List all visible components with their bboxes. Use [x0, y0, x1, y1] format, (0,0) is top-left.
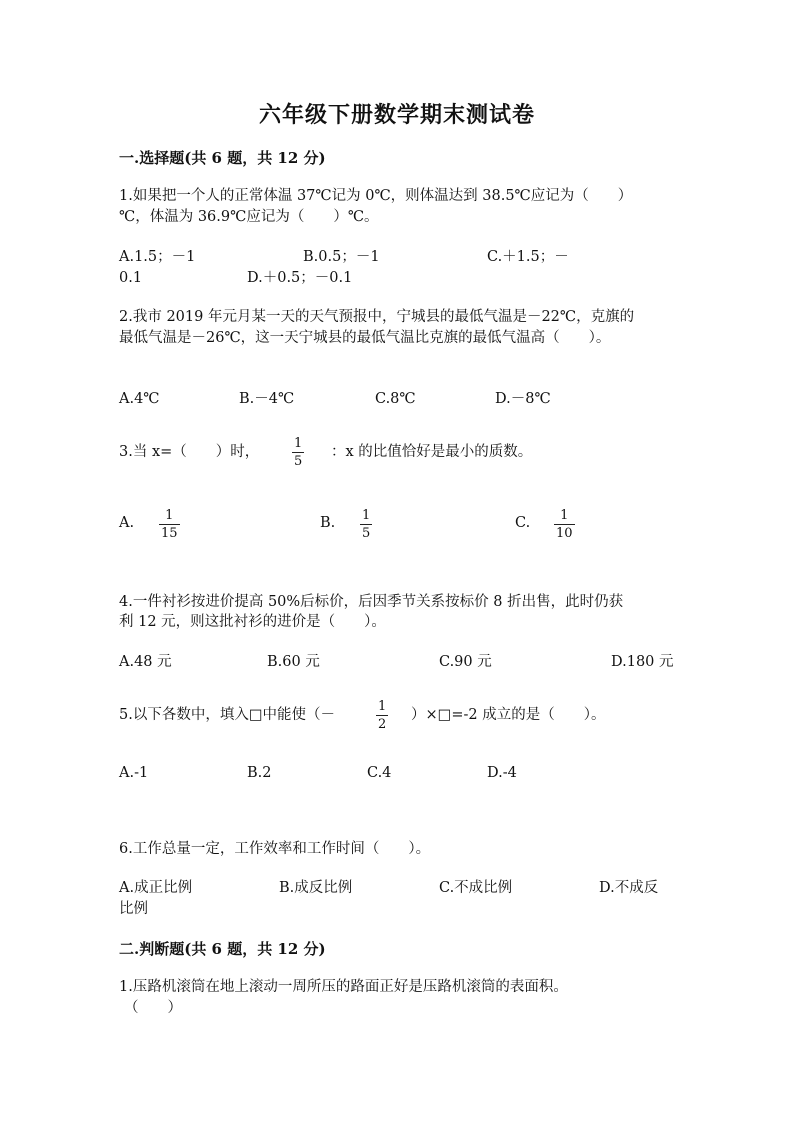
question-3-option-c-fraction — [554, 508, 575, 541]
question-1-option-c-continued: 0.1 — [119, 270, 143, 286]
section-heading-judgement: 二.判断题(共 6 题，共 12 分) — [119, 940, 326, 958]
question-1-line-1: 1.如果把一个人的正常体温 37℃记为 0℃，则体温达到 38.5℃应记为（ ） — [119, 188, 633, 204]
question-1-option-a: A.1.5；－1 — [119, 249, 196, 265]
question-5-option-a: A.-1 — [119, 765, 149, 781]
question-5-option-d: D.-4 — [487, 765, 517, 781]
question-5-stem-fraction — [376, 699, 388, 732]
question-1-line-2: ℃，体温为 36.9℃应记为（ ）℃。 — [119, 209, 379, 225]
fraction-numerator: 1 — [378, 699, 387, 714]
fraction-bar — [360, 524, 372, 525]
question-2-option-a: A.4℃ — [119, 391, 160, 407]
question-1-option-c: C.＋1.5；－ — [487, 249, 569, 265]
fraction-bar — [376, 715, 388, 716]
question-4-line-1: 4.一件衬衫按进价提高 50%后标价，后因季节关系按标价 8 折出售，此时仍获 — [119, 594, 624, 610]
question-5-option-c: C.4 — [367, 765, 392, 781]
section-heading-choice: 一.选择题(共 6 题，共 12 分) — [119, 149, 326, 167]
judgement-1-answer-blank: （ ） — [124, 1000, 182, 1016]
question-3-option-b-label: B. — [320, 515, 336, 531]
question-1-option-d: D.＋0.5；－0.1 — [247, 270, 353, 286]
question-4-option-c: C.90 元 — [439, 654, 492, 670]
fraction-denominator: 10 — [556, 526, 573, 541]
fraction-denominator: 2 — [378, 717, 387, 732]
question-5-stem-end: ）×□=-2 成立的是（ ）。 — [411, 707, 606, 723]
question-3-option-b-fraction — [360, 508, 372, 541]
question-5-stem-start: 5.以下各数中，填入□中能使（－ — [119, 707, 336, 723]
question-5-option-b: B.2 — [247, 765, 272, 781]
fraction-denominator: 15 — [161, 526, 178, 541]
question-3-option-a-fraction — [159, 508, 180, 541]
question-2-line-1: 2.我市 2019 年元月某一天的天气预报中，宁城县的最低气温是－22℃，克旗的 — [119, 309, 635, 325]
question-4-option-d: D.180 元 — [611, 654, 674, 670]
fraction-denominator: 5 — [294, 454, 303, 469]
question-2-option-d: D.－8℃ — [495, 391, 551, 407]
judgement-1-line-1: 1.压路机滚筒在地上滚动一周所压的路面正好是压路机滚筒的表面积。 — [119, 979, 568, 995]
page-title: 六年级下册数学期末测试卷 — [258, 102, 535, 128]
question-4-line-2: 利 12 元，则这批衬衫的进价是（ ）。 — [119, 614, 386, 630]
question-2-option-c: C.8℃ — [375, 391, 416, 407]
question-3-option-c-label: C. — [515, 515, 531, 531]
question-3-stem-end: ：x 的比值恰好是最小的质数。 — [331, 444, 533, 460]
question-4-option-b: B.60 元 — [267, 654, 320, 670]
question-3-option-a-label: A. — [119, 515, 135, 531]
fraction-bar — [554, 524, 575, 525]
question-4-option-a: A.48 元 — [119, 654, 172, 670]
fraction-bar — [292, 452, 304, 453]
fraction-bar — [159, 524, 180, 525]
question-2-line-2: 最低气温是－26℃，这一天宁城县的最低气温比克旗的最低气温高（ ）。 — [119, 330, 611, 346]
fraction-denominator: 5 — [362, 526, 371, 541]
question-6-option-d: D.不成反 — [599, 880, 659, 896]
question-2-option-b: B.－4℃ — [239, 391, 295, 407]
fraction-numerator: 1 — [294, 436, 303, 451]
fraction-numerator: 1 — [165, 508, 174, 523]
question-6-option-d-continued: 比例 — [119, 901, 148, 917]
fraction-numerator: 1 — [362, 508, 371, 523]
question-3-stem-fraction — [292, 436, 304, 469]
fraction-numerator: 1 — [560, 508, 569, 523]
question-6-option-c: C.不成比例 — [439, 880, 513, 896]
question-1-option-b: B.0.5；－1 — [303, 249, 380, 265]
question-3-stem-start: 3.当 x=（ ）时， — [119, 444, 260, 460]
question-6-option-b: B.成反比例 — [279, 880, 353, 896]
question-6-option-a: A.成正比例 — [119, 880, 193, 896]
question-6-line-1: 6.工作总量一定，工作效率和工作时间（ ）。 — [119, 841, 431, 857]
